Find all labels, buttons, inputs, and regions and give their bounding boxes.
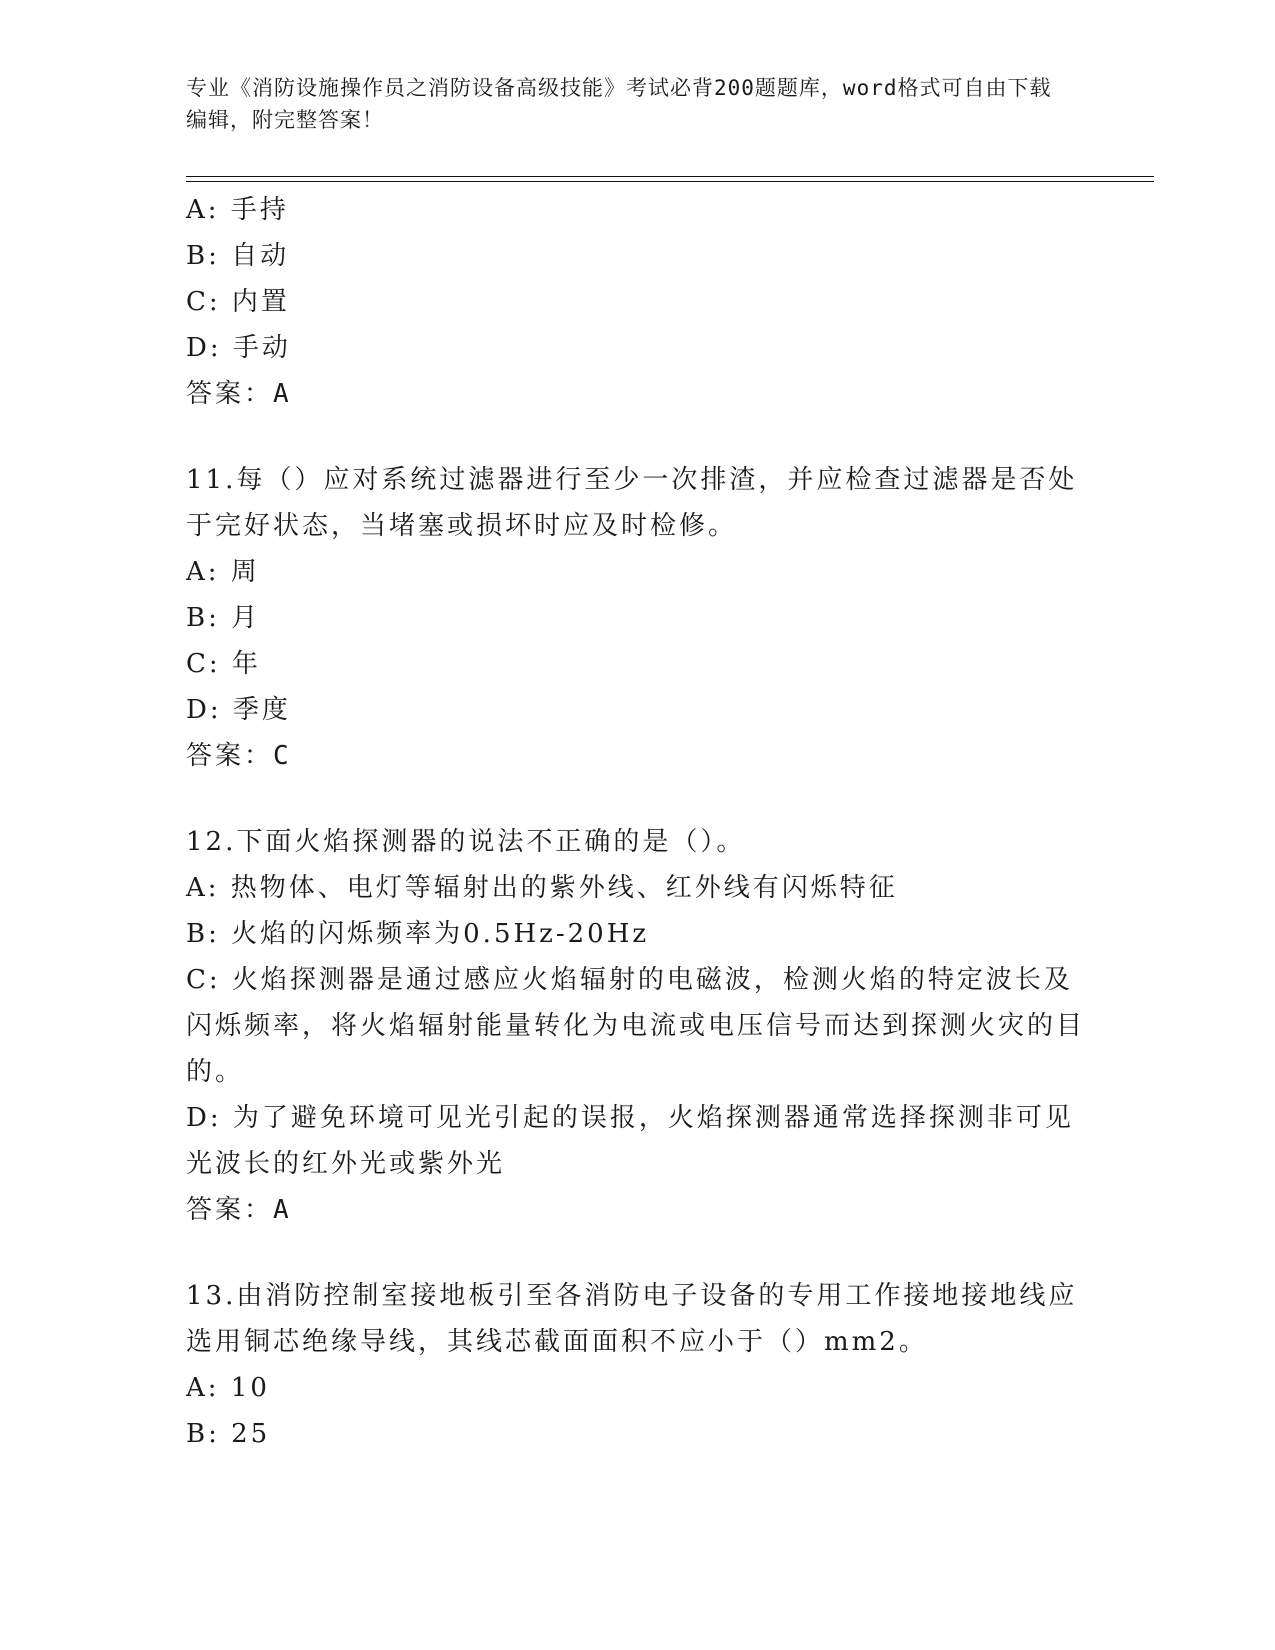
option-a: A: 手持	[186, 195, 289, 225]
option-d: D: 手动	[186, 333, 291, 363]
question-13	[186, 1273, 1086, 1457]
option-c: C: 火焰探测器是通过感应火焰辐射的电磁波，检测火焰的特定波长及闪烁频率，将火焰辐射能量转化为电流或电压信号而达到探测火灾的目的。	[186, 965, 1086, 1087]
answer-line	[186, 371, 1086, 417]
question-text: 12.下面火焰探测器的说法不正确的是（）。	[186, 827, 746, 857]
header-rule-top	[186, 176, 1154, 177]
question-10	[186, 187, 1086, 417]
option-d: D: 为了避免环境可见光引起的误报，火焰探测器通常选择探测非可见光波长的红外光或紫外光	[186, 1103, 1074, 1179]
answer-label: 答案：	[186, 741, 274, 771]
question-list	[186, 187, 1086, 1457]
option-a: A: 10	[186, 1373, 270, 1403]
question-11	[186, 457, 1086, 779]
option-a: A: 热物体、电灯等辐射出的紫外线、红外线有闪烁特征	[186, 873, 898, 903]
answer-value: A	[273, 379, 292, 409]
answer-line	[186, 1187, 1086, 1233]
question-text: 13.由消防控制室接地板引至各消防电子设备的专用工作接地接地线应选用铜芯绝缘导线，其线芯截面面积不应小于（）mm2。	[186, 1281, 1078, 1357]
header-rule-bottom	[186, 181, 1154, 182]
question-12	[186, 819, 1086, 1233]
answer-line	[186, 733, 1086, 779]
option-b: B: 月	[186, 603, 261, 633]
answer-label: 答案：	[186, 379, 274, 409]
option-b: B: 自动	[186, 241, 290, 271]
option-c: C: 年	[186, 649, 261, 679]
document-header: 专业《消防设施操作员之消防设备高级技能》考试必背200题题库，word格式可自由下载编辑，附完整答案！	[186, 76, 1052, 132]
option-d: D: 季度	[186, 695, 291, 725]
option-b: B: 火焰的闪烁频率为0.5Hz-20Hz	[186, 919, 650, 949]
option-c: C: 内置	[186, 287, 290, 317]
option-a: A: 周	[186, 557, 260, 587]
answer-value: A	[273, 1195, 292, 1225]
answer-label: 答案：	[186, 1195, 274, 1225]
answer-value: C	[273, 741, 292, 771]
option-b: B: 25	[186, 1419, 271, 1449]
question-text: 11.每（）应对系统过滤器进行至少一次排渣，并应检查过滤器是否处于完好状态，当堵塞或损坏时应及时检修。	[186, 465, 1078, 541]
